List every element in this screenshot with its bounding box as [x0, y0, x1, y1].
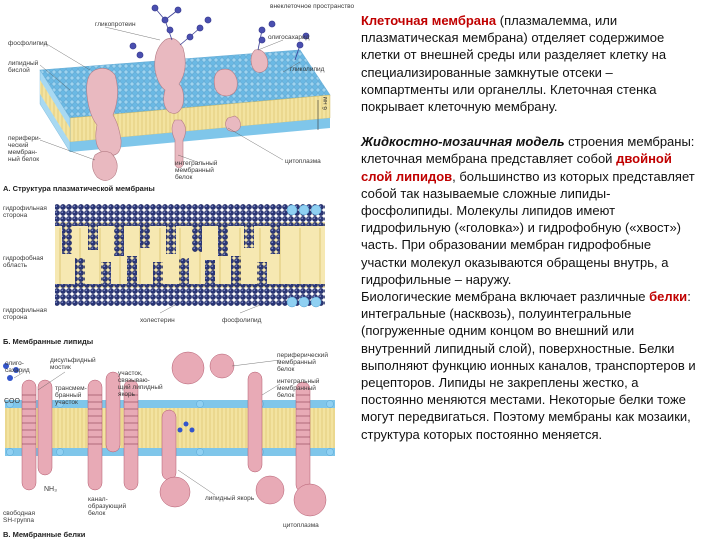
term-cell-membrane: Клеточная мембрана — [361, 13, 497, 28]
label-free-sh: свободная SH-группа — [3, 510, 35, 524]
term-fluid-mosaic: Жидкостно-мозаичная модель — [361, 134, 565, 150]
term-lipid-bilayer: двойной слой липидов — [361, 151, 672, 184]
label-hydrophilic-top: гидрофильная сторона — [3, 205, 47, 219]
label-oligosaccharide: олигосахарид — [268, 34, 310, 41]
label-phospholipid-a: фосфолипид — [8, 40, 48, 47]
label-cytoplasm-a: цитоплазма — [285, 158, 321, 165]
membrane-illustration — [0, 0, 340, 540]
p3-text-2: : интегральные (насквозь), полуинтегральные (погруженные одним концом во внешний или внутренний липидный слой), поверхностные. Белки выполняют функцию ионных каналов, транспортеров и рецепторов. Липиды не закреплены жестко, а постоянно меняются местами. Некоторые белки тоже могут передвигаться. Поэтому мембраны как мозаики, структура которых постоянно меняется. — [361, 289, 696, 442]
panel-a-drawing — [40, 5, 330, 181]
label-disulfide-bridge: дисульфидный мостик — [50, 357, 96, 371]
caption-panel-a: А. Структура плазматической мембраны — [3, 184, 155, 193]
caption-panel-c: В. Мембранные белки — [3, 530, 86, 539]
label-coo: COO — [4, 398, 20, 405]
label-scale: 6 нм — [322, 96, 329, 110]
p3-text-1: Биологические мембрана включает различные — [361, 289, 650, 305]
text-column — [361, 12, 697, 443]
paragraph-fluid-mosaic — [361, 133, 697, 288]
peripheral-protein-shape — [226, 116, 241, 132]
label-lipid-bilayer: липидный бислой — [8, 60, 39, 74]
label-cytoplasm-c: цитоплазма — [283, 522, 319, 529]
label-hydrophobic: гидрофобная область — [3, 255, 44, 269]
p1-text: (плазмалемма, или плазматическая мембрана) отделяет содержимое клетки от внешней среды или разделяет клетку на специализированные замкнутые отсеки – компартменты или органеллы. Клеточная стенка покрывает клеточную мембрану. — [361, 13, 667, 115]
label-integral-protein-c: интегральный мембранный белок — [277, 378, 320, 399]
caption-panel-b: Б. Мембранные липиды — [3, 337, 94, 346]
label-cholesterol: холестерин — [140, 317, 175, 324]
membrane-figure — [0, 0, 355, 540]
label-channel-protein: канал- образующий белок — [88, 496, 127, 517]
label-peripheral-protein-c: периферический мембранный белок — [277, 352, 328, 373]
panel-b-drawing — [55, 204, 325, 313]
label-glycoprotein: гликопротеин — [95, 21, 136, 28]
term-proteins: белки — [649, 289, 688, 305]
inner-lipid-heads — [55, 284, 325, 306]
p2-text-2: , большинство из которых представляет собой так называемые сложные липиды-фосфолипиды. Молекулы липидов имеют гидрофильную («головка») и гидрофобную («хвост») часть. При образовании мембран гидрофобные участки молекул оказываются обращены внутрь, а гидрофильные – наружу. — [361, 168, 695, 287]
paragraph-proteins — [361, 288, 697, 443]
label-lipid-anchor: липидный якорь — [205, 495, 255, 502]
p2-text-1: строения мембраны: клеточная мембрана представляет собой — [361, 134, 695, 167]
protein-shape — [214, 69, 237, 96]
peripheral-protein-shape — [92, 151, 117, 180]
paragraph-cell-membrane — [361, 12, 697, 115]
label-phospholipid-b: фосфолипид — [222, 317, 262, 324]
label-peripheral-protein-a: перифери- ческий мембран- ный белок — [8, 135, 41, 163]
outer-lipid-heads — [55, 204, 325, 226]
label-oligosaccharide-c: олиго- сахарид — [5, 360, 30, 374]
label-nh3: NH₃ — [44, 486, 57, 493]
label-glycolipid: гликолипид — [290, 66, 325, 73]
label-transmembrane: трансмем- бранный участок — [55, 385, 87, 406]
label-lipid-anchor-site: участок, связываю- щий липидный якорь — [118, 370, 163, 398]
label-external-space: внеклеточное пространство — [270, 3, 355, 10]
label-hydrophilic-bottom: гидрофильная сторона — [3, 307, 47, 321]
label-integral-protein-a: интегральный мембранный белок — [175, 160, 218, 181]
